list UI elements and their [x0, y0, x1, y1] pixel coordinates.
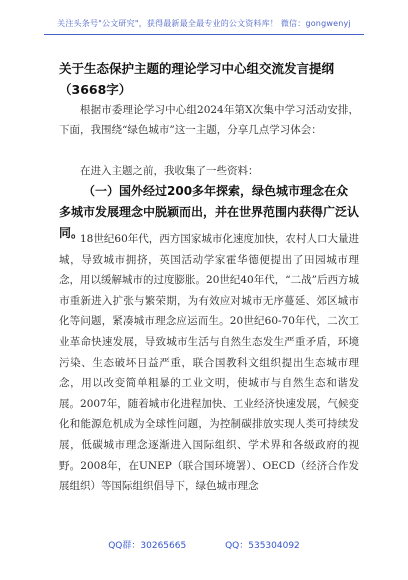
header-divider: [44, 34, 364, 35]
section-body-paragraph: 18世纪60年代，西方国家城市化速度加快，农村人口大量进城，导致城市拥挤，英国活动学家霍华德便提出了田园城市理念，用以缓解城市的过度膨胀。20世纪40年代，“二战”后西方城市重新进入扩张与繁荣期，为有效应对城市无序蔓延、郊区城市化等问题，紧凑城市理念应运而生。20世纪60-70年代，二次工业革命快速发展，导致城市生活与自然生态发生严重矛盾，环境污染、生态破坏日益严重，联合国教科文组织提出生态城市理念，用以改变简单粗暴的工业文明，使城市与自然生态和谐发展。2007年，随着城市化进程加快、工业经济快速发展，气候变化和能源危机成为全球性问题，为控制碳排放实现人类可持续发展，低碳城市理念逐渐进入国际组织、学术界和各级政府的视野。2008年，在UNEP（联合国环境署）、OECD（经济合作发展组织）等国际组织倡导下，绿色城市理念: [59, 233, 359, 493]
intro-paragraph: 根据市委理论学习中心组2024年第X次集中学习活动安排，下面，我围绕“绿色城市”这一主题，分享几点学习体会：: [59, 104, 359, 136]
section-heading: （一）国外经过200多年探索，绿色城市理念在众多城市发展理念中脱颖而出，并在世界范围内获得广泛认同。: [59, 184, 360, 240]
footer-qq-contact: QQ：535304092: [225, 541, 300, 551]
document-title: 关于生态保护主题的理论学习中心组交流发言提纲（3668字）: [59, 61, 335, 97]
footer-qq-group: QQ群：30265665: [108, 541, 187, 551]
footer: [0, 538, 408, 551]
pre-note-paragraph: 在进入主题之前，我收集了一些资料：: [80, 165, 259, 177]
header-note: 关注头条号"公文研究"，获得最新最全最专业的公文资料库！ 微信：gongwenyj: [57, 19, 351, 28]
